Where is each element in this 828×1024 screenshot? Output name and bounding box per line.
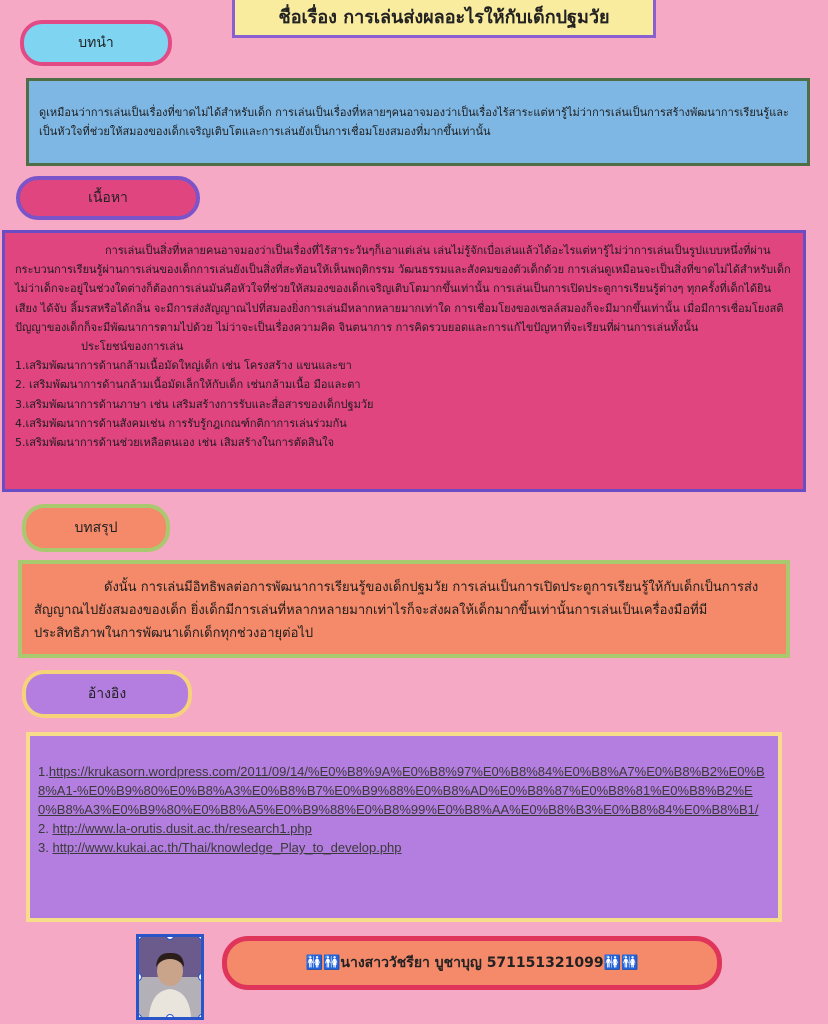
reference-item: 1.https://krukasorn.wordpress.com/2011/09/14/%E0%B8%9A%E0%B8%97%E0%B8%84%E0%B8%A7%E0%B8%B2%E0%B8%A1-%E0%B9%80%E0%B8%A3%E0%B8%B7%E0%B9%88%E0%B8%AD%E0%B8%87%E0%B8%81%E0%B8%B2%E0%B8%A3%E0%B9%80%E0%B8%A5%E0%B9%88%E0%B8%99%E0%B8%AA%E0%B8%B3%E0%B8%84%E0%B8%B1/ xyxy=(38,764,765,817)
reference-item: 3. http://www.kukai.ac.th/Thai/knowledge_Play_to_develop.php xyxy=(38,840,402,855)
resize-handle[interactable] xyxy=(166,1014,174,1020)
section-label-content: เนื้อหา xyxy=(16,176,200,220)
section-label-summary: บทสรุป xyxy=(22,504,170,552)
benefit-item: 1.เสริมพัฒนาการด้านกล้ามเนื้อมัดใหญ่เด็ก เช่น โครงสร้าง แขนและขา xyxy=(15,359,352,373)
content-box xyxy=(2,230,806,492)
content-paragraph: การเล่นเป็นสิ่งที่หลายคนอาจมองว่าเป็นเรื่องที่ไร้สาระวันๆก็เอาแต่เล่น เล่นไม่รู้จักเบื่อเล่นแล้วได้อะไรแต่หารู้ไม่ว่าการเล่นเป็นรูปแบบหนึ่งที่ผ่านกระบวนการเรียนรู้ผ่านการเล่นของเด็กการเล่นยังเป็นสิ่งที่สะท้อนให้เห็นพฤติกรรม วัฒนธรรมและสังคมของตัวเด็กด้วย การเล่นดูเหมือนจะเป็นสิ่งที่ขาดไม่ได้สำหรับเด็ก ไม่ว่าเด็กจะอยู่ในช่วงใดต่างก็ต้องการเล่นมันคือหัวใจที่ช่วยให้สมองของเด็กเจริญเติบโตมากขึ้นเท่านั้น การเล่นเป็นการเปิดประตูการเรียนรู้ต่างๆ ทุกครั้งที่เด็กได้ยินเสียง ได้จับ ลิ้มรสหรือได้กลิ่น จะมีการส่งสัญญาณไปที่สมองยิ่งการเล่นมีหลากหลายมากเท่าใด การเชื่อมโยงของเซลล์สมองก็จะมีมากขึ้นเท่านั้น เมื่อมีการเชื่อมโยงสติปัญญาของเด็กก็จะมีพัฒนาการตามไปด้วย ไม่ว่าจะเป็นเรื่องความคิด จินตนาการ การคิดรวบยอดและการแก้ไขปัญหาที่จะเรียนที่ผ่านการเล่นทั้งนั้น xyxy=(15,244,791,334)
benefits-heading: ประโยชน์ของการเล่น xyxy=(81,340,184,354)
resize-handle[interactable] xyxy=(198,1014,204,1020)
author-name: 🚻🚻นางสาววัชรียา บูชาบุญ 571151321099🚻🚻 xyxy=(222,936,722,990)
benefit-item: 3.เสริมพัฒนาการด้านภาษา เช่น เสริมสร้างการรับและสื่อสารของเด็กปฐมวัย xyxy=(15,397,374,411)
intro-box xyxy=(26,78,810,166)
summary-box xyxy=(18,560,790,658)
reference-link[interactable]: http://www.la-orutis.dusit.ac.th/research1.php xyxy=(52,821,312,836)
page-title: ชื่อเรื่อง การเล่นส่งผลอะไรให้กับเด็กปฐมวัย xyxy=(232,0,656,38)
reference-item: 2. http://www.la-orutis.dusit.ac.th/research1.php xyxy=(38,821,312,836)
references-box xyxy=(26,732,782,922)
section-label-intro: บทนำ xyxy=(20,20,172,66)
resize-handle[interactable] xyxy=(136,1014,142,1020)
benefit-item: 4.เสริมพัฒนาการด้านสังคมเช่น การรับรู้กฎเกณฑ์กติกาการเล่นร่วมกัน xyxy=(15,416,347,430)
reference-link[interactable]: https://krukasorn.wordpress.com/2011/09/14/%E0%B8%9A%E0%B8%97%E0%B8%84%E0%B8%A7%E0%B8%B2%E0%B8%A1-%E0%B9%80%E0%B8%A3%E0%B8%B7%E0%B9%88%E0%B8%AD%E0%B8%87%E0%B8%81%E0%B8%B2%E0%B8%A3%E0%B9%80%E0%B8%A5%E0%B9%88%E0%B8%99%E0%B8%AA%E0%B8%B3%E0%B8%84%E0%B8%B1/ xyxy=(38,764,765,817)
section-label-references: อ้างอิง xyxy=(22,670,192,718)
resize-handle[interactable] xyxy=(198,973,204,981)
benefit-item: 2. เสริมพัฒนาการด้านกล้ามเนื้อมัดเล็กให้กับเด็ก เช่นกล้ามเนื้อ มือและตา xyxy=(15,378,361,392)
reference-link[interactable]: http://www.kukai.ac.th/Thai/knowledge_Play_to_develop.php xyxy=(52,840,402,855)
resize-handle[interactable] xyxy=(198,934,204,940)
benefit-item: 5.เสริมพัฒนาการด้านช่วยเหลือตนเอง เช่น เสิมสร้างในการตัดสินใจ xyxy=(15,436,335,450)
person-photo-icon xyxy=(139,937,201,1017)
summary-text: ดังนั้น การเล่นมีอิทธิพลต่อการพัฒนาการเรียนรู้ของเด็กปฐมวัย การเล่นเป็นการเปิดประตูการเรียนรู้ให้กับเด็กเป็นการส่งสัญญาณไปยังสมองของเด็ก ยิ่งเด็กมีการเล่นที่หลากหลายมากเท่าไรก็จะส่งผลให้เด็กมากขึ้นเท่านั้นการเล่นเป็นเครื่องมือที่มีประสิทธิภาพในการพัฒนาเด็กเด็กทุกช่วงอายุต่อไป xyxy=(34,580,759,641)
author-photo[interactable] xyxy=(136,934,204,1020)
intro-text: ดูเหมือนว่าการเล่นเป็นเรื่องที่ขาดไม่ได้สำหรับเด็ก การเล่นเป็นเรื่องที่หลายๆคนอาจมองว่าเป็นเรื่องไร้สาระแต่หารู้ไม่ว่าการเล่นเป็นการสร้างพัฒนาการเรียนรู้และเป็นหัวใจที่ช่วยให้สมองของเด็กเจริญเติบโตและการเล่นยังเป็นการเชื่อมโยงสมองที่มากขึ้นเท่านั้น xyxy=(39,106,789,138)
